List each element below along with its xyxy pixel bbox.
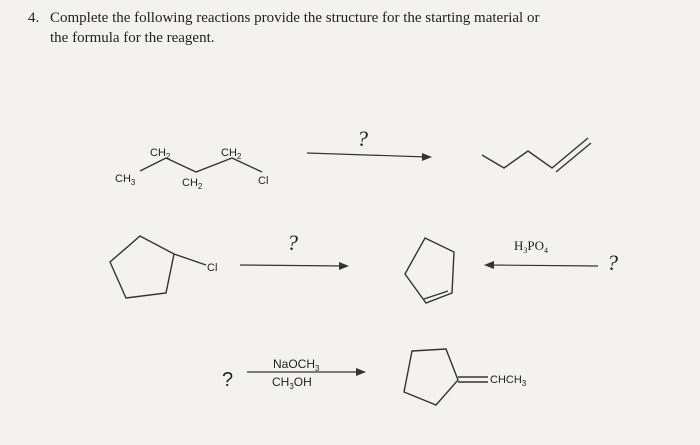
reaction1-product-1-pentene [482,138,591,172]
cyclopentene-ring [405,238,454,303]
h3po4-reagent: $H_3PO_4$ [514,238,549,255]
cyclopentene-double-bond [424,291,448,299]
reaction2-arrow [240,262,349,270]
pentene-chain [482,138,588,168]
cl-label-1: Cl [258,175,269,187]
ch2-label-2: $CH_2$ [182,177,203,191]
reaction1-reagent-unknown: ? [357,126,368,151]
cyclopentane-ring [110,236,174,298]
reaction2-starting-material-unknown: ? [607,250,618,275]
ch2-label-1: $CH_2$ [150,147,171,161]
pentene-double-bond [556,143,591,172]
chlorocyclopentane [110,236,217,298]
question-line-2: the formula for the reagent. [50,30,215,46]
question-line-1-text: Complete the following reactions provide the structure for the starting material or [50,10,540,26]
reaction3-starting-material-unknown: ? [222,369,234,391]
naoch3-reagent: NaOCH$_3$ [273,357,320,373]
ch3oh-solvent: $CH_3OH$ [272,375,312,391]
reaction1-arrow [307,153,432,161]
cl-label-2: Cl [207,262,218,274]
pentyl-chain-bonds [140,158,262,172]
question-number: 4. [28,10,40,26]
reaction1-starting-material [115,147,268,191]
cyclopentene [405,238,454,303]
reaction2-reverse-arrow [484,261,598,269]
ch3-label: $CH_3$ [115,173,136,187]
ethylidenecyclopentane [404,349,527,405]
ch2-label-3: $CH_2$ [221,147,242,161]
reaction2-reagent-unknown: ? [287,230,298,255]
product-ring [404,349,458,405]
c-cl-bond [174,254,206,265]
chch3-label: $CHCH_3$ [490,374,527,388]
